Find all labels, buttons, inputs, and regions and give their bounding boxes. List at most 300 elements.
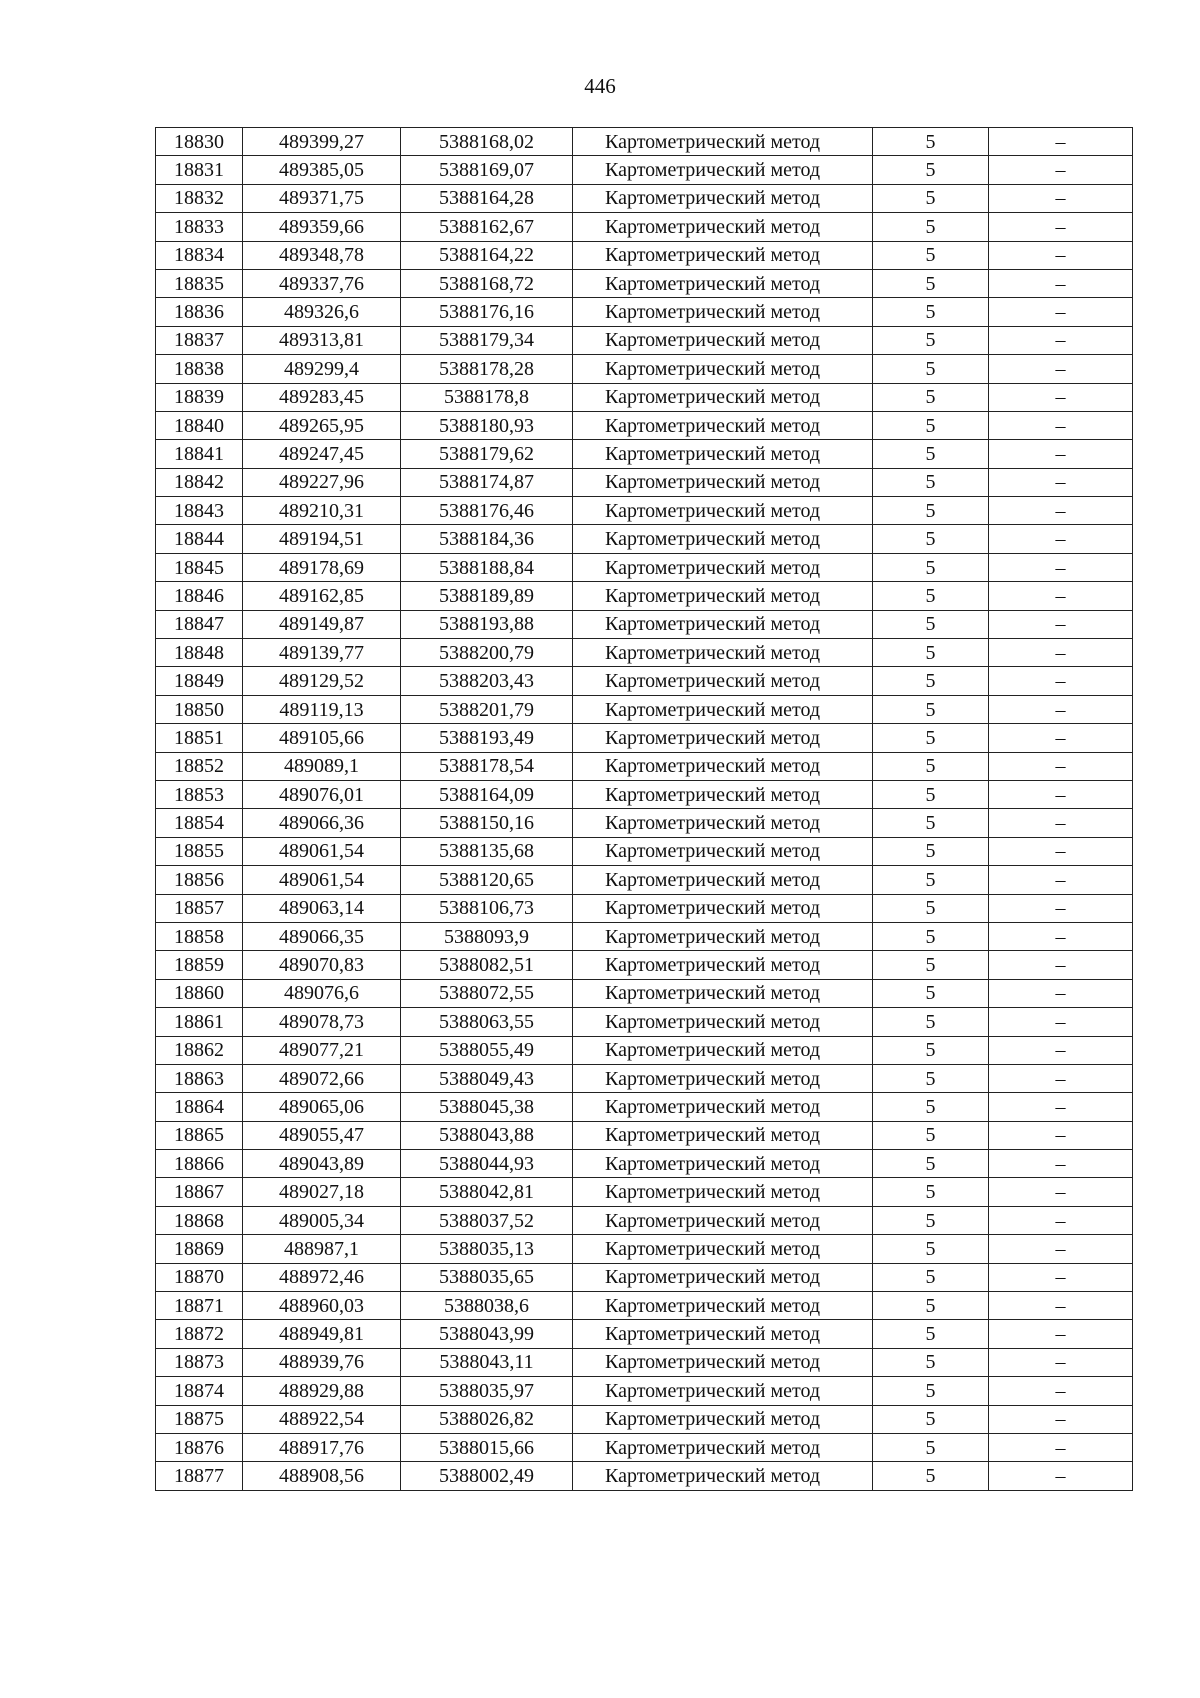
method-cell: Картометрический метод [573, 1405, 873, 1433]
accuracy-cell: 5 [873, 184, 989, 212]
accuracy-cell: 5 [873, 269, 989, 297]
accuracy-cell: 5 [873, 1348, 989, 1376]
table-row [156, 298, 1133, 326]
x-coordinate-cell: 488922,54 [243, 1405, 401, 1433]
accuracy-cell: 5 [873, 695, 989, 723]
y-coordinate-cell: 5388049,43 [401, 1064, 573, 1092]
method-cell: Картометрический метод [573, 979, 873, 1007]
accuracy-cell: 5 [873, 326, 989, 354]
accuracy-cell: 5 [873, 1320, 989, 1348]
accuracy-cell: 5 [873, 582, 989, 610]
method-cell: Картометрический метод [573, 128, 873, 156]
point-number-cell: 18855 [156, 837, 243, 865]
description-cell: – [989, 809, 1133, 837]
point-number-cell: 18830 [156, 128, 243, 156]
table-row [156, 922, 1133, 950]
y-coordinate-cell: 5388026,82 [401, 1405, 573, 1433]
point-number-cell: 18871 [156, 1292, 243, 1320]
point-number-cell: 18850 [156, 695, 243, 723]
y-coordinate-cell: 5388045,38 [401, 1093, 573, 1121]
table-row [156, 1235, 1133, 1263]
description-cell: – [989, 525, 1133, 553]
x-coordinate-cell: 489359,66 [243, 213, 401, 241]
table-row [156, 440, 1133, 468]
table-row [156, 866, 1133, 894]
method-cell: Картометрический метод [573, 752, 873, 780]
table-row [156, 525, 1133, 553]
y-coordinate-cell: 5388193,49 [401, 724, 573, 752]
point-number-cell: 18876 [156, 1433, 243, 1461]
description-cell: – [989, 411, 1133, 439]
method-cell: Картометрический метод [573, 639, 873, 667]
table-row [156, 1263, 1133, 1291]
x-coordinate-cell: 488972,46 [243, 1263, 401, 1291]
description-cell: – [989, 1008, 1133, 1036]
x-coordinate-cell: 489385,05 [243, 156, 401, 184]
y-coordinate-cell: 5388038,6 [401, 1292, 573, 1320]
description-cell: – [989, 1263, 1133, 1291]
point-number-cell: 18848 [156, 639, 243, 667]
x-coordinate-cell: 489227,96 [243, 468, 401, 496]
y-coordinate-cell: 5388055,49 [401, 1036, 573, 1064]
method-cell: Картометрический метод [573, 610, 873, 638]
y-coordinate-cell: 5388043,88 [401, 1121, 573, 1149]
x-coordinate-cell: 489061,54 [243, 866, 401, 894]
point-number-cell: 18832 [156, 184, 243, 212]
table-row [156, 411, 1133, 439]
description-cell: – [989, 695, 1133, 723]
x-coordinate-cell: 489076,6 [243, 979, 401, 1007]
description-cell: – [989, 269, 1133, 297]
method-cell: Картометрический метод [573, 1292, 873, 1320]
method-cell: Картометрический метод [573, 326, 873, 354]
x-coordinate-cell: 489247,45 [243, 440, 401, 468]
table-row [156, 582, 1133, 610]
description-cell: – [989, 1064, 1133, 1092]
accuracy-cell: 5 [873, 553, 989, 581]
x-coordinate-cell: 488917,76 [243, 1433, 401, 1461]
accuracy-cell: 5 [873, 1008, 989, 1036]
point-number-cell: 18868 [156, 1206, 243, 1234]
table-row [156, 1008, 1133, 1036]
table-row [156, 1348, 1133, 1376]
x-coordinate-cell: 488908,56 [243, 1462, 401, 1490]
table-row [156, 1064, 1133, 1092]
table-row [156, 355, 1133, 383]
method-cell: Картометрический метод [573, 468, 873, 496]
x-coordinate-cell: 489129,52 [243, 667, 401, 695]
accuracy-cell: 5 [873, 1036, 989, 1064]
table-row [156, 269, 1133, 297]
y-coordinate-cell: 5388178,28 [401, 355, 573, 383]
method-cell: Картометрический метод [573, 355, 873, 383]
method-cell: Картометрический метод [573, 269, 873, 297]
accuracy-cell: 5 [873, 639, 989, 667]
y-coordinate-cell: 5388180,93 [401, 411, 573, 439]
accuracy-cell: 5 [873, 128, 989, 156]
point-number-cell: 18860 [156, 979, 243, 1007]
accuracy-cell: 5 [873, 241, 989, 269]
table-row [156, 553, 1133, 581]
accuracy-cell: 5 [873, 1064, 989, 1092]
table-row [156, 1405, 1133, 1433]
y-coordinate-cell: 5388035,65 [401, 1263, 573, 1291]
point-number-cell: 18856 [156, 866, 243, 894]
point-number-cell: 18844 [156, 525, 243, 553]
y-coordinate-cell: 5388135,68 [401, 837, 573, 865]
accuracy-cell: 5 [873, 610, 989, 638]
x-coordinate-cell: 489210,31 [243, 497, 401, 525]
y-coordinate-cell: 5388150,16 [401, 809, 573, 837]
method-cell: Картометрический метод [573, 582, 873, 610]
table-row [156, 1150, 1133, 1178]
table-row [156, 639, 1133, 667]
table-row [156, 951, 1133, 979]
method-cell: Картометрический метод [573, 951, 873, 979]
y-coordinate-cell: 5388179,62 [401, 440, 573, 468]
x-coordinate-cell: 489065,06 [243, 1093, 401, 1121]
accuracy-cell: 5 [873, 1377, 989, 1405]
accuracy-cell: 5 [873, 1121, 989, 1149]
x-coordinate-cell: 489089,1 [243, 752, 401, 780]
y-coordinate-cell: 5388037,52 [401, 1206, 573, 1234]
method-cell: Картометрический метод [573, 1320, 873, 1348]
x-coordinate-cell: 489072,66 [243, 1064, 401, 1092]
method-cell: Картометрический метод [573, 837, 873, 865]
description-cell: – [989, 1121, 1133, 1149]
method-cell: Картометрический метод [573, 411, 873, 439]
x-coordinate-cell: 489139,77 [243, 639, 401, 667]
method-cell: Картометрический метод [573, 866, 873, 894]
table-row [156, 695, 1133, 723]
method-cell: Картометрический метод [573, 667, 873, 695]
description-cell: – [989, 951, 1133, 979]
description-cell: – [989, 752, 1133, 780]
description-cell: – [989, 1377, 1133, 1405]
point-number-cell: 18875 [156, 1405, 243, 1433]
x-coordinate-cell: 489283,45 [243, 383, 401, 411]
description-cell: – [989, 553, 1133, 581]
point-number-cell: 18874 [156, 1377, 243, 1405]
accuracy-cell: 5 [873, 298, 989, 326]
method-cell: Картометрический метод [573, 809, 873, 837]
x-coordinate-cell: 489162,85 [243, 582, 401, 610]
method-cell: Картометрический метод [573, 298, 873, 326]
point-number-cell: 18843 [156, 497, 243, 525]
y-coordinate-cell: 5388164,09 [401, 780, 573, 808]
table-row [156, 780, 1133, 808]
method-cell: Картометрический метод [573, 553, 873, 581]
method-cell: Картометрический метод [573, 1150, 873, 1178]
x-coordinate-cell: 489061,54 [243, 837, 401, 865]
method-cell: Картометрический метод [573, 1206, 873, 1234]
description-cell: – [989, 298, 1133, 326]
method-cell: Картометрический метод [573, 724, 873, 752]
table-row [156, 1093, 1133, 1121]
y-coordinate-cell: 5388176,16 [401, 298, 573, 326]
method-cell: Картометрический метод [573, 1377, 873, 1405]
table-row [156, 1462, 1133, 1490]
description-cell: – [989, 610, 1133, 638]
method-cell: Картометрический метод [573, 1433, 873, 1461]
y-coordinate-cell: 5388164,22 [401, 241, 573, 269]
method-cell: Картометрический метод [573, 1008, 873, 1036]
table-row [156, 1036, 1133, 1064]
description-cell: – [989, 1036, 1133, 1064]
accuracy-cell: 5 [873, 1093, 989, 1121]
y-coordinate-cell: 5388178,8 [401, 383, 573, 411]
description-cell: – [989, 667, 1133, 695]
page-number: 446 [584, 74, 616, 98]
y-coordinate-cell: 5388093,9 [401, 922, 573, 950]
description-cell: – [989, 184, 1133, 212]
point-number-cell: 18862 [156, 1036, 243, 1064]
method-cell: Картометрический метод [573, 1178, 873, 1206]
x-coordinate-cell: 489313,81 [243, 326, 401, 354]
accuracy-cell: 5 [873, 1263, 989, 1291]
description-cell: – [989, 922, 1133, 950]
table-row [156, 724, 1133, 752]
accuracy-cell: 5 [873, 411, 989, 439]
x-coordinate-cell: 489337,76 [243, 269, 401, 297]
x-coordinate-cell: 489078,73 [243, 1008, 401, 1036]
description-cell: – [989, 724, 1133, 752]
point-number-cell: 18835 [156, 269, 243, 297]
description-cell: – [989, 1178, 1133, 1206]
x-coordinate-cell: 489348,78 [243, 241, 401, 269]
accuracy-cell: 5 [873, 1462, 989, 1490]
table-row [156, 156, 1133, 184]
point-number-cell: 18834 [156, 241, 243, 269]
accuracy-cell: 5 [873, 951, 989, 979]
y-coordinate-cell: 5388169,07 [401, 156, 573, 184]
point-number-cell: 18866 [156, 1150, 243, 1178]
accuracy-cell: 5 [873, 724, 989, 752]
x-coordinate-cell: 489371,75 [243, 184, 401, 212]
y-coordinate-cell: 5388042,81 [401, 1178, 573, 1206]
x-coordinate-cell: 489063,14 [243, 894, 401, 922]
y-coordinate-cell: 5388184,36 [401, 525, 573, 553]
y-coordinate-cell: 5388035,13 [401, 1235, 573, 1263]
y-coordinate-cell: 5388072,55 [401, 979, 573, 1007]
accuracy-cell: 5 [873, 809, 989, 837]
method-cell: Картометрический метод [573, 1036, 873, 1064]
point-number-cell: 18847 [156, 610, 243, 638]
point-number-cell: 18865 [156, 1121, 243, 1149]
accuracy-cell: 5 [873, 667, 989, 695]
description-cell: – [989, 241, 1133, 269]
point-number-cell: 18851 [156, 724, 243, 752]
point-number-cell: 18833 [156, 213, 243, 241]
table-row [156, 1292, 1133, 1320]
accuracy-cell: 5 [873, 156, 989, 184]
x-coordinate-cell: 489070,83 [243, 951, 401, 979]
x-coordinate-cell: 489149,87 [243, 610, 401, 638]
description-cell: – [989, 468, 1133, 496]
method-cell: Картометрический метод [573, 1064, 873, 1092]
table-row [156, 809, 1133, 837]
description-cell: – [989, 213, 1133, 241]
y-coordinate-cell: 5388035,97 [401, 1377, 573, 1405]
accuracy-cell: 5 [873, 922, 989, 950]
description-cell: – [989, 1235, 1133, 1263]
description-cell: – [989, 156, 1133, 184]
point-number-cell: 18864 [156, 1093, 243, 1121]
point-number-cell: 18877 [156, 1462, 243, 1490]
accuracy-cell: 5 [873, 468, 989, 496]
description-cell: – [989, 1405, 1133, 1433]
description-cell: – [989, 355, 1133, 383]
x-coordinate-cell: 489119,13 [243, 695, 401, 723]
description-cell: – [989, 1292, 1133, 1320]
x-coordinate-cell: 489194,51 [243, 525, 401, 553]
accuracy-cell: 5 [873, 1235, 989, 1263]
table-row [156, 241, 1133, 269]
y-coordinate-cell: 5388002,49 [401, 1462, 573, 1490]
y-coordinate-cell: 5388043,11 [401, 1348, 573, 1376]
point-number-cell: 18869 [156, 1235, 243, 1263]
x-coordinate-cell: 489066,36 [243, 809, 401, 837]
description-cell: – [989, 383, 1133, 411]
method-cell: Картометрический метод [573, 922, 873, 950]
point-number-cell: 18842 [156, 468, 243, 496]
method-cell: Картометрический метод [573, 1263, 873, 1291]
table-row [156, 837, 1133, 865]
x-coordinate-cell: 488987,1 [243, 1235, 401, 1263]
point-number-cell: 18853 [156, 780, 243, 808]
y-coordinate-cell: 5388063,55 [401, 1008, 573, 1036]
point-number-cell: 18870 [156, 1263, 243, 1291]
method-cell: Картометрический метод [573, 213, 873, 241]
y-coordinate-cell: 5388168,02 [401, 128, 573, 156]
accuracy-cell: 5 [873, 1292, 989, 1320]
accuracy-cell: 5 [873, 1433, 989, 1461]
point-number-cell: 18863 [156, 1064, 243, 1092]
y-coordinate-cell: 5388174,87 [401, 468, 573, 496]
y-coordinate-cell: 5388015,66 [401, 1433, 573, 1461]
accuracy-cell: 5 [873, 894, 989, 922]
description-cell: – [989, 1150, 1133, 1178]
method-cell: Картометрический метод [573, 525, 873, 553]
accuracy-cell: 5 [873, 440, 989, 468]
x-coordinate-cell: 489326,6 [243, 298, 401, 326]
accuracy-cell: 5 [873, 866, 989, 894]
description-cell: – [989, 1206, 1133, 1234]
table-row [156, 894, 1133, 922]
table-row [156, 667, 1133, 695]
y-coordinate-cell: 5388176,46 [401, 497, 573, 525]
table-row [156, 213, 1133, 241]
x-coordinate-cell: 489265,95 [243, 411, 401, 439]
x-coordinate-cell: 489178,69 [243, 553, 401, 581]
table-row [156, 326, 1133, 354]
coordinates-table [155, 127, 1133, 1491]
accuracy-cell: 5 [873, 780, 989, 808]
point-number-cell: 18845 [156, 553, 243, 581]
description-cell: – [989, 837, 1133, 865]
point-number-cell: 18841 [156, 440, 243, 468]
accuracy-cell: 5 [873, 752, 989, 780]
x-coordinate-cell: 489043,89 [243, 1150, 401, 1178]
x-coordinate-cell: 489399,27 [243, 128, 401, 156]
table-row [156, 383, 1133, 411]
description-cell: – [989, 979, 1133, 1007]
method-cell: Картометрический метод [573, 497, 873, 525]
point-number-cell: 18831 [156, 156, 243, 184]
method-cell: Картометрический метод [573, 1348, 873, 1376]
y-coordinate-cell: 5388120,65 [401, 866, 573, 894]
method-cell: Картометрический метод [573, 1462, 873, 1490]
description-cell: – [989, 1093, 1133, 1121]
method-cell: Картометрический метод [573, 1235, 873, 1263]
table-row [156, 1433, 1133, 1461]
x-coordinate-cell: 488939,76 [243, 1348, 401, 1376]
table-row [156, 497, 1133, 525]
description-cell: – [989, 128, 1133, 156]
point-number-cell: 18836 [156, 298, 243, 326]
point-number-cell: 18857 [156, 894, 243, 922]
table-row [156, 184, 1133, 212]
method-cell: Картометрический метод [573, 894, 873, 922]
coordinates-table-body [156, 128, 1133, 1491]
point-number-cell: 18854 [156, 809, 243, 837]
method-cell: Картометрический метод [573, 184, 873, 212]
x-coordinate-cell: 489005,34 [243, 1206, 401, 1234]
x-coordinate-cell: 488960,03 [243, 1292, 401, 1320]
point-number-cell: 18867 [156, 1178, 243, 1206]
table-row [156, 128, 1133, 156]
point-number-cell: 18873 [156, 1348, 243, 1376]
accuracy-cell: 5 [873, 837, 989, 865]
y-coordinate-cell: 5388082,51 [401, 951, 573, 979]
point-number-cell: 18872 [156, 1320, 243, 1348]
description-cell: – [989, 1348, 1133, 1376]
method-cell: Картометрический метод [573, 241, 873, 269]
y-coordinate-cell: 5388193,88 [401, 610, 573, 638]
x-coordinate-cell: 489077,21 [243, 1036, 401, 1064]
description-cell: – [989, 866, 1133, 894]
point-number-cell: 18846 [156, 582, 243, 610]
method-cell: Картометрический метод [573, 440, 873, 468]
y-coordinate-cell: 5388179,34 [401, 326, 573, 354]
x-coordinate-cell: 489105,66 [243, 724, 401, 752]
point-number-cell: 18859 [156, 951, 243, 979]
point-number-cell: 18837 [156, 326, 243, 354]
y-coordinate-cell: 5388044,93 [401, 1150, 573, 1178]
y-coordinate-cell: 5388200,79 [401, 639, 573, 667]
y-coordinate-cell: 5388189,89 [401, 582, 573, 610]
x-coordinate-cell: 489076,01 [243, 780, 401, 808]
method-cell: Картометрический метод [573, 156, 873, 184]
description-cell: – [989, 639, 1133, 667]
x-coordinate-cell: 488949,81 [243, 1320, 401, 1348]
y-coordinate-cell: 5388203,43 [401, 667, 573, 695]
table-row [156, 1206, 1133, 1234]
x-coordinate-cell: 489299,4 [243, 355, 401, 383]
description-cell: – [989, 1320, 1133, 1348]
description-cell: – [989, 326, 1133, 354]
description-cell: – [989, 1433, 1133, 1461]
accuracy-cell: 5 [873, 355, 989, 383]
point-number-cell: 18852 [156, 752, 243, 780]
x-coordinate-cell: 488929,88 [243, 1377, 401, 1405]
y-coordinate-cell: 5388106,73 [401, 894, 573, 922]
y-coordinate-cell: 5388188,84 [401, 553, 573, 581]
y-coordinate-cell: 5388164,28 [401, 184, 573, 212]
method-cell: Картометрический метод [573, 1093, 873, 1121]
accuracy-cell: 5 [873, 1405, 989, 1433]
table-row [156, 1178, 1133, 1206]
